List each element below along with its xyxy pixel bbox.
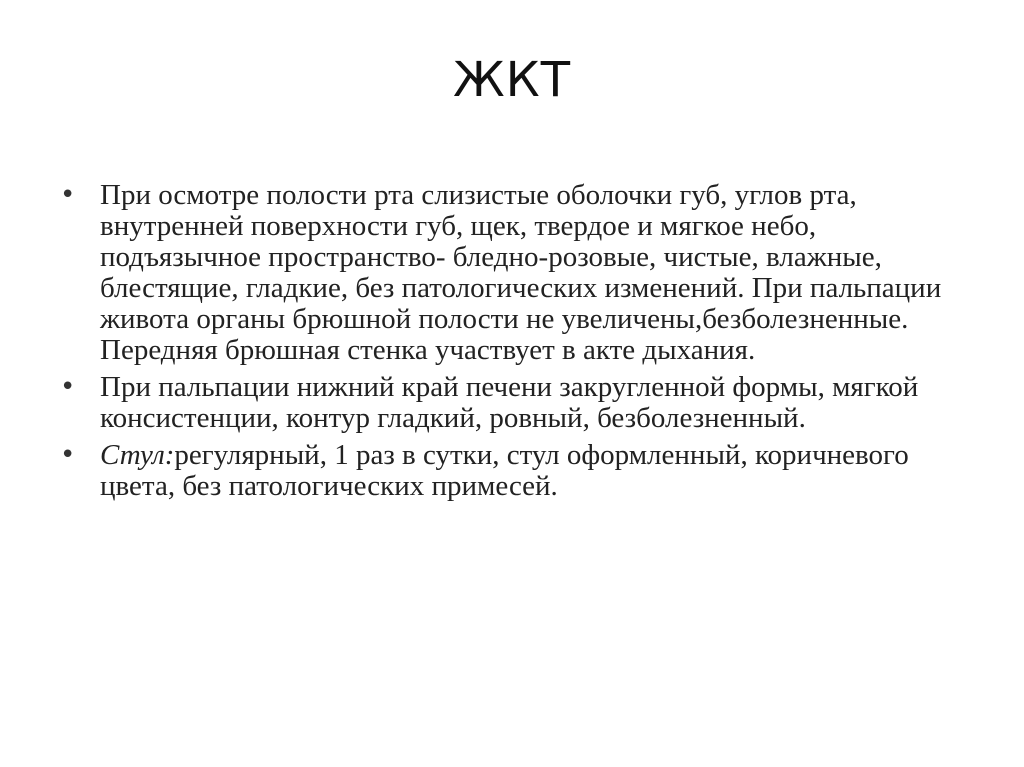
bullet-text: При осмотре полости рта слизистые оболочки губ, углов рта, внутренней поверхности губ, щек, твердое и мягкое небо, подъязычное пространство- бледно-розовые, чистые, влажные, блестящие, гладкие, без патологических изменений. При пальпации живота органы брюшной полости не увеличены,безболезненные. Передняя брюшная стенка участвует в акте дыхания. — [100, 179, 942, 366]
bullet-text: При пальпации нижний край печени закругленной формы, мягкой консистенции, контур гладкий, ровный, безболезненный. — [100, 371, 919, 434]
bullet-lead-label: Стул: — [100, 439, 175, 471]
bullet-icon: • — [60, 372, 76, 402]
list-item — [60, 372, 980, 434]
bullet-text: регулярный, 1 раз в сутки, стул оформленный, коричневого цвета, без патологических примесей. — [100, 439, 909, 502]
bullet-icon: • — [60, 180, 76, 210]
bullet-icon: • — [60, 440, 76, 470]
list-item — [60, 180, 980, 366]
list-item — [60, 440, 980, 502]
slide-title: ЖКТ — [452, 52, 572, 108]
bullet-list — [60, 180, 980, 508]
